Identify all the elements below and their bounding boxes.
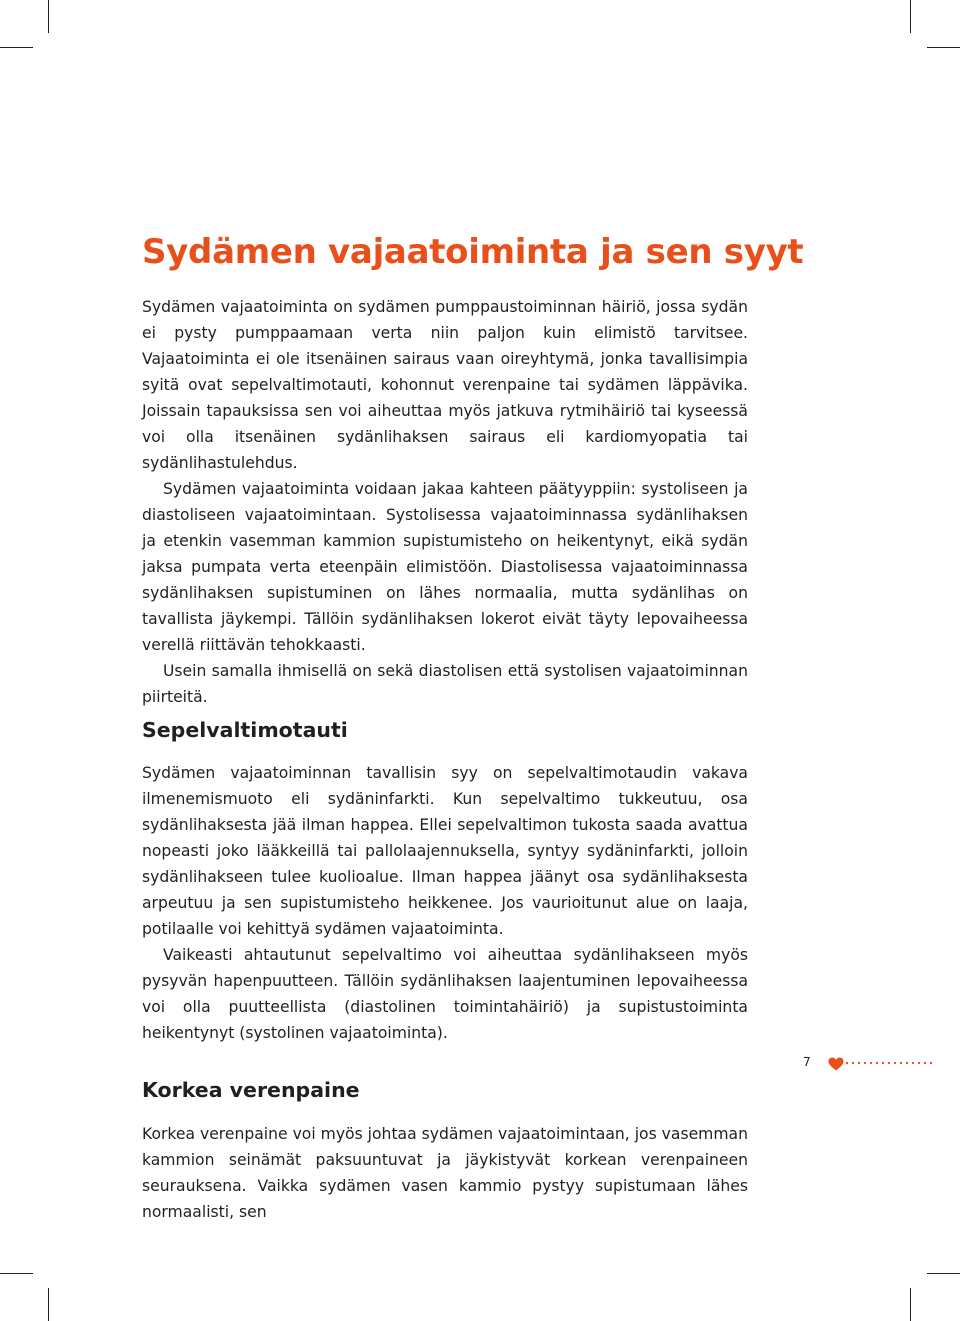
crop-mark (927, 1273, 960, 1274)
crop-mark (48, 1288, 49, 1321)
dotted-rule (844, 1061, 932, 1065)
section-intro (142, 294, 748, 710)
crop-mark (927, 47, 960, 48)
page-title: Sydämen vajaatoiminta ja sen syyt (142, 232, 804, 272)
crop-mark (910, 0, 911, 33)
crop-mark (910, 1288, 911, 1321)
section-korkea-verenpaine (142, 1121, 748, 1225)
paragraph: Vaikeasti ahtautunut sepelvaltimo voi aiheuttaa sydänlihakseen myös pysyvän hapenpuutteen. Tällöin sydänlihaksen laajentuminen lepovaiheessa voi olla puutteellista (diastolinen toimintahäiriö) ja supistustoiminta heikentynyt (systolinen vajaatoiminta). (142, 946, 748, 1042)
crop-mark (0, 47, 33, 48)
crop-mark (0, 1273, 33, 1274)
section-heading: Korkea verenpaine (142, 1078, 360, 1102)
heart-icon (828, 1057, 844, 1071)
paragraph: Korkea verenpaine voi myös johtaa sydämen vajaatoimintaan, jos vasemman kammion seinämät paksuuntuvat ja jäykistyvät korkean verenpaineen seurauksena. Vaikka sydämen vasen kammio pystyy supistumaan lähes normaalisti, sen (142, 1125, 748, 1221)
paragraph: Sydämen vajaatoiminnan tavallisin syy on sepelvaltimotaudin vakava ilmenemismuoto eli sydäninfarkti. Kun sepelvaltimo tukkeutuu, osa sydänlihaksesta jää ilman happea. Ellei sepelvaltimon tukosta saada avattua nopeasti joko lääkkeillä tai pallolaajennuksella, syntyy sydäninfarkti, jolloin sydänlihakseen tulee kuolioalue. Ilman happea jäänyt osa sydänlihaksesta arpeutuu ja sen supistumisteho heikkenee. Jos vaurioitunut alue on laaja, potilaalle voi kehittyä sydämen vajaatoiminta. (142, 764, 748, 938)
crop-mark (48, 0, 49, 33)
page-number: 7 (803, 1055, 811, 1069)
paragraph: Sydämen vajaatoiminta on sydämen pumppaustoiminnan häiriö, jossa sydän ei pysty pumppaamaan verta niin paljon kuin elimistö tarvitsee. Vajaatoiminta ei ole itsenäinen sairaus vaan oireyhtymä, jonka tavallisimpia syitä ovat sepelvaltimotauti, kohonnut verenpaine tai sydämen läppävika. Joissain tapauksissa sen voi aiheuttaa myös jatkuva rytmihäiriö tai kyseessä voi olla itsenäinen sydänlihaksen sairaus eli kardiomyopatia tai sydänlihastulehdus. (142, 298, 748, 472)
paragraph: Sydämen vajaatoiminta voidaan jakaa kahteen päätyyppiin: systoliseen ja diastoliseen vajaatoimintaan. Systolisessa vajaatoiminnassa sydänlihaksen ja etenkin vasemman kammion supistumisteho on heikentynyt, eikä sydän jaksa pumpata verta eteenpäin elimistöön. Diastolisessa vajaatoiminnassa sydänlihaksen supistuminen on lähes normaalia, mutta sydänlihas on tavallista jäykempi. Tällöin sydänlihaksen lokerot eivät täyty lepovaiheessa verellä riittävän tehokkaasti. (142, 480, 748, 654)
section-heading: Sepelvaltimotauti (142, 718, 348, 742)
paragraph: Usein samalla ihmisellä on sekä diastolisen että systolisen vajaatoiminnan piirteitä. (142, 662, 748, 706)
section-sepelvaltimotauti (142, 760, 748, 1046)
